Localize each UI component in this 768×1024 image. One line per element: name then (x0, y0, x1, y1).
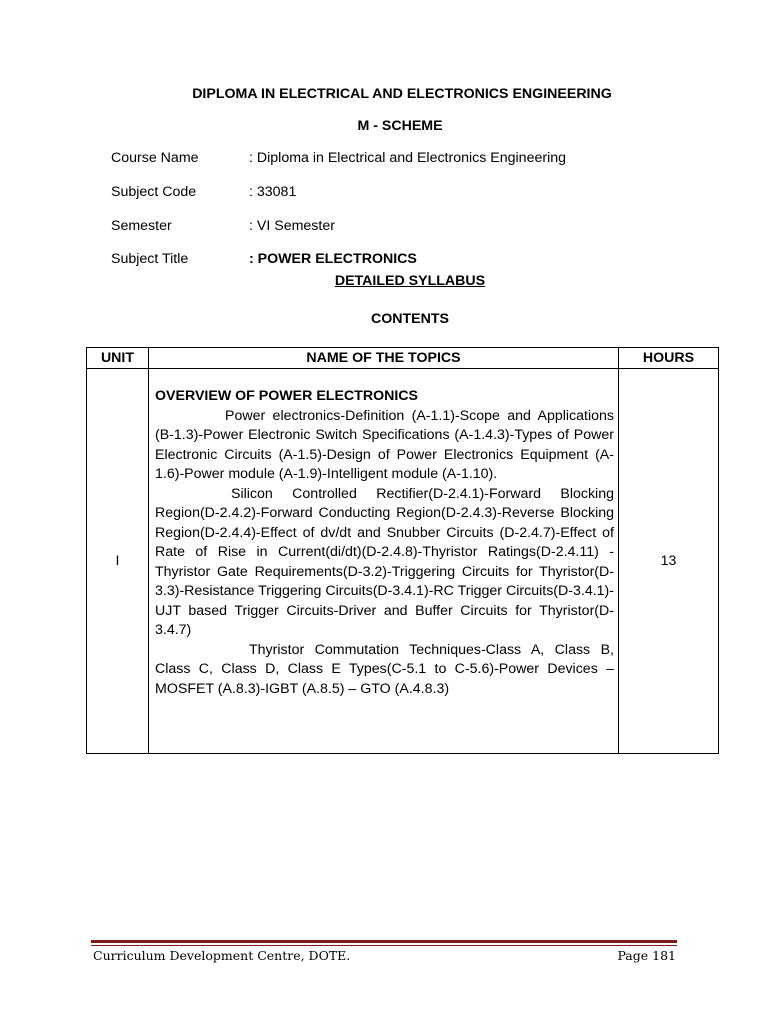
topics-cell (149, 369, 619, 754)
footer-rule-thin (91, 945, 677, 946)
contents-heading: CONTENTS (370, 311, 450, 327)
document-title: DIPLOMA IN ELECTRICAL AND ELECTRONICS ENGINEERING (192, 86, 612, 102)
course-name-value: : Diploma in Electrical and Electronics Engineering (249, 150, 567, 166)
course-name-label: Course Name (111, 150, 199, 166)
subject-code-label: Subject Code (111, 184, 197, 200)
topic-paragraph: Silicon Controlled Rectifier(D-2.4.1)-Forward Blocking Region(D-2.4.2)-Forward Conducting Region(D-2.4.3)-Reverse Blocking Region(D-2.4.4)-Effect of dv/dt and Snubber Circuits (D-2.4.7)-Effect of Rate of Rise in Current(di/dt)(D-2.4.8)-Thyristor Ratings(D-2.4.11) -Thyristor Gate Requirements(D-3.2)-Triggering Circuits for Thyristor(D-3.3)-Resistance Triggering Circuits(D-3.4.1)-RC Trigger Circuits(D-3.4.1)-UJT based Trigger Circuits-Driver and Buffer Circuits for Thyristor(D-3.4.7) (155, 485, 614, 638)
unit-cell: I (87, 369, 149, 754)
syllabus-table (86, 347, 719, 754)
semester-value: : VI Semester (249, 218, 335, 234)
topic-paragraph: Thyristor Commutation Techniques-Class A, Class B, Class C, Class D, Class E Types(C-5.1 to C-5.6)-Power Devices – MOSFET (A.8.3)-IGBT (A.8.5) – GTO (A.4.8.3) (155, 641, 614, 697)
detailed-syllabus-heading: DETAILED SYLLABUS (334, 273, 486, 289)
page-number: Page 181 (617, 948, 676, 963)
topic-heading: OVERVIEW OF POWER ELECTRONICS (155, 388, 419, 404)
footer-rule (91, 940, 677, 943)
topic-paragraph: Power electronics-Definition (A-1.1)-Scope and Applications (B-1.3)-Power Electronic Switch Specifications (A-1.4.3)-Types of Power Electronic Circuits (A-1.5)-Design of Power Electronics Equipment (A-1.6)-Power module (A-1.9)-Intelligent module (A-1.10). (155, 407, 614, 482)
table-header-row (87, 348, 719, 369)
semester-label: Semester (111, 218, 172, 234)
hours-header: HOURS (619, 348, 719, 369)
scheme-title: M - SCHEME (357, 118, 443, 134)
footer-organization: Curriculum Development Centre, DOTE. (93, 948, 351, 963)
table-row (87, 369, 719, 754)
subject-title-value: : POWER ELECTRONICS (249, 251, 417, 267)
hours-cell: 13 (619, 369, 719, 754)
subject-title-label: Subject Title (111, 251, 189, 267)
subject-code-value: : 33081 (249, 184, 297, 200)
unit-header: UNIT (87, 348, 149, 369)
topics-header: NAME OF THE TOPICS (149, 348, 619, 369)
